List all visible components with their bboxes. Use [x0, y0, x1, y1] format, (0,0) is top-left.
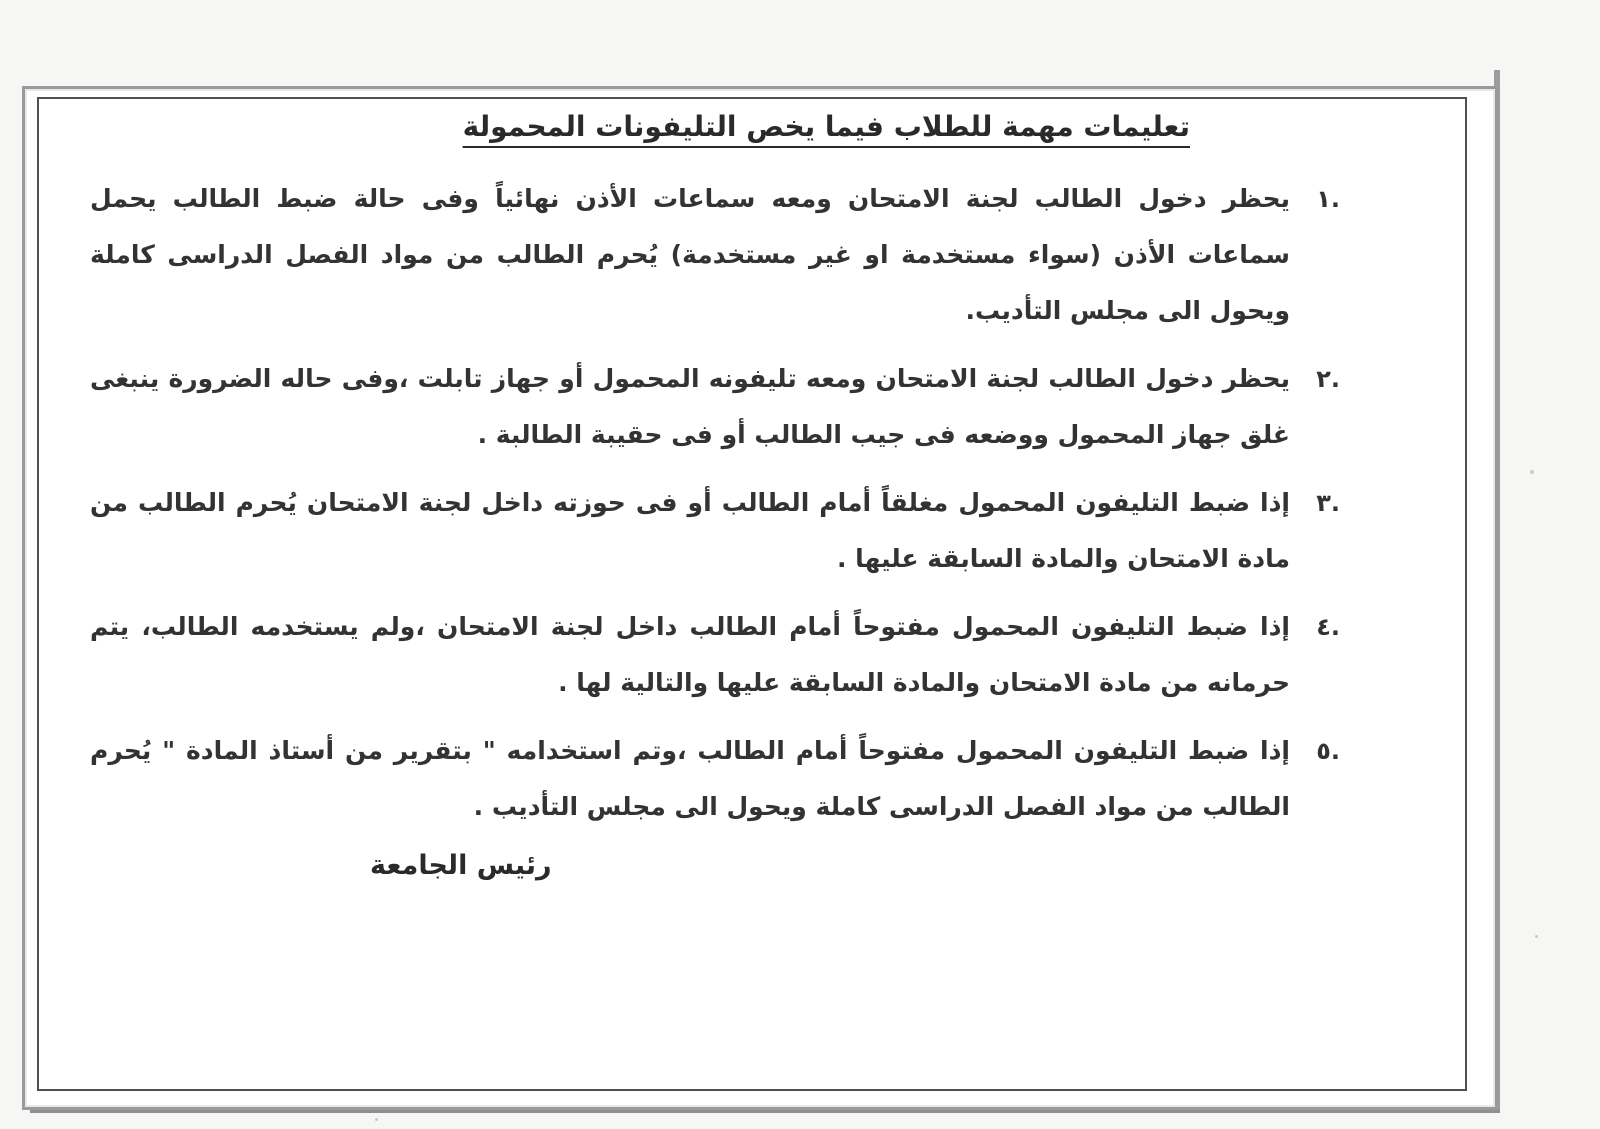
document-content [90, 110, 1340, 847]
rule-text: يحظر دخول الطالب لجنة الامتحان ومعه تليفونه المحمول أو جهاز تابلت ،وفى حاله الضرورة ينبغى غلق جهاز المحمول ووضعه فى جيب الطالب أو فى حقيبة الطالبة . [90, 364, 1290, 449]
rule-item [90, 599, 1340, 711]
rule-item [90, 171, 1340, 339]
rules-list [90, 171, 1340, 835]
scan-speck [375, 1118, 378, 1121]
rule-text: يحظر دخول الطالب لجنة الامتحان ومعه سماعات الأذن نهائياً وفى حالة ضبط الطالب يحمل سماعات الأذن (سواء مستخدمة او غير مستخدمة) يُحرم الطالب من مواد الفصل الدراسى كاملة ويحول الى مجلس التأديب. [90, 184, 1290, 325]
rule-number: .٤ [1316, 613, 1340, 641]
scan-speck [1535, 935, 1538, 938]
rule-number: .٥ [1316, 737, 1340, 765]
rule-item [90, 351, 1340, 463]
rule-number: .١ [1316, 185, 1340, 213]
rule-number: .٣ [1316, 489, 1340, 517]
document-title: تعليمات مهمة للطلاب فيما يخص التليفونات المحمولة [462, 110, 1190, 143]
rule-item [90, 475, 1340, 587]
signature-title: رئيس الجامعة [370, 850, 552, 881]
rule-number: .٢ [1316, 365, 1340, 393]
rule-item [90, 723, 1340, 835]
rule-text: إذا ضبط التليفون المحمول مفتوحاً أمام الطالب داخل لجنة الامتحان ،ولم يستخدمه الطالب، يتم حرمانه من مادة الامتحان والمادة السابقة عليها والتالية لها . [90, 612, 1290, 697]
rule-text: إذا ضبط التليفون المحمول مغلقاً أمام الطالب أو فى حوزته داخل لجنة الامتحان يُحرم الطالب من مادة الامتحان والمادة السابقة عليها . [90, 488, 1290, 573]
scan-speck [1530, 470, 1534, 474]
rule-text: إذا ضبط التليفون المحمول مفتوحاً أمام الطالب ،وتم استخدامه " بتقرير من أستاذ المادة " يُحرم الطالب من مواد الفصل الدراسى كاملة ويحول الى مجلس التأديب . [90, 736, 1290, 821]
